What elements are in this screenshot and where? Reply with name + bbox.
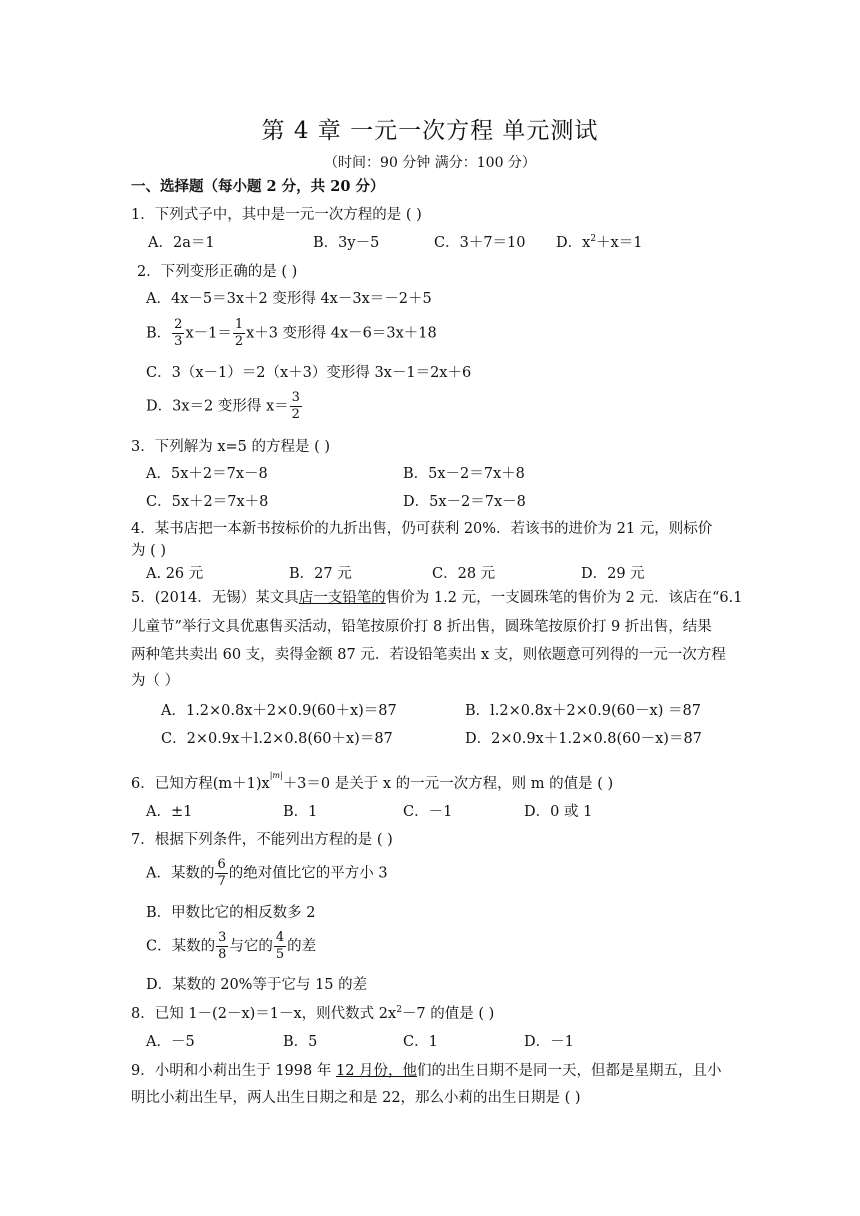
question-1-option-a: A．2a＝1	[148, 235, 215, 251]
question-8-option-b: B．5	[283, 1034, 318, 1050]
document-subtitle: （时间：90 分钟 满分：100 分）	[324, 155, 536, 171]
question-2-option-b: B． $\frac{2}{3}$ x－1＝ $\frac{1}{2}$ x＋3 变形得 4x－6＝3x＋18	[146, 317, 437, 349]
question-3-option-a: A．5x＋2＝7x－8	[146, 466, 268, 482]
question-4-option-c: C．28 元	[432, 566, 496, 582]
question-7-option-b: B．甲数比它的相反数多 2	[146, 905, 316, 921]
question-2-option-d: D．3x＝2 变形得 x＝ $\frac{3}{2}$	[146, 390, 300, 422]
question-3-option-b: B．5x－2＝7x＋8	[403, 466, 525, 482]
fraction: $\frac{6}{7}$	[217, 857, 226, 889]
fraction: $\frac{1}{2}$	[234, 317, 244, 349]
question-8-stem: 8．已知 1－(2－x)＝1－x，则代数式 $2x^2-7$ 的值是 ( )	[131, 1005, 495, 1022]
fraction: $\frac{2}{3}$	[174, 317, 183, 349]
question-4-stem-line1: 4．某书店把一本新书按标价的九折出售，仍可获利 20%．若该书的进价为 21 元，则标价	[131, 521, 713, 537]
question-7-option-c: C．某数的 $\frac{3}{8}$ 与它的 $\frac{4}{5}$ 的差	[146, 930, 317, 962]
question-6-option-c: C．－1	[403, 804, 453, 820]
question-4-option-a: A. 26 元	[146, 566, 204, 582]
question-8-option-a: A．－5	[146, 1034, 195, 1050]
question-1-option-b: B．3y－5	[313, 235, 380, 251]
question-3-option-d: D．5x－2＝7x－8	[403, 494, 526, 510]
question-7-stem: 7．根据下列条件，不能列出方程的是 ( )	[131, 832, 393, 848]
question-2-option-a: A．4x－5＝3x＋2 变形得 4x－3x＝－2＋5	[146, 291, 432, 307]
question-4-stem-line2: 为 ( )	[131, 543, 167, 559]
question-1-stem: 1．下列式子中，其中是一元一次方程的是 ( )	[131, 207, 422, 223]
question-5-stem-line3: 两种笔共卖出 60 支，卖得金额 87 元．若设铅笔卖出 x 支，则依题意可列得的一元一次方程	[131, 647, 726, 663]
question-8-option-c: C．1	[403, 1034, 438, 1050]
question-5-stem-line1: 5．(2014．无锡）某文具店一支铅笔的售价为 1.2 元，一支圆珠笔的售价为 2 元．该店在“6.1	[131, 590, 743, 606]
section-heading: 一、选择题（每小题 2 分，共 20 分）	[131, 178, 385, 195]
fraction: $\frac{3}{8}$	[218, 930, 227, 962]
question-8-option-d: D．－1	[524, 1034, 574, 1050]
question-9-stem-line2: 明比小莉出生早，两人出生日期之和是 22，那么小莉的出生日期是 ( )	[131, 1090, 581, 1106]
question-3-option-c: C．5x＋2＝7x＋8	[146, 494, 269, 510]
question-3-stem: 3．下列解为 x=5 的方程是 ( )	[131, 439, 331, 455]
question-2-option-c: C．3（x－1）＝2（x＋3）变形得 3x－1＝2x＋6	[146, 365, 472, 381]
question-7-option-d: D．某数的 20%等于它与 15 的差	[146, 977, 368, 993]
question-9-stem-line1: 9．小明和小莉出生于 1998 年 12 月份，他们的出生日期不是同一天，但都是星期五，且小	[131, 1063, 722, 1079]
question-5-option-b: B．l.2×0.8x＋2×0.9(60－x) ＝87	[465, 703, 701, 719]
question-5-option-a: A．1.2×0.8x＋2×0.9(60＋x)＝87	[161, 703, 397, 719]
fraction: $\frac{3}{2}$	[291, 390, 300, 422]
question-1-option-c: C．3＋7＝10	[434, 235, 526, 251]
question-6-option-a: A．±1	[146, 804, 193, 820]
question-6-option-b: B．1	[283, 804, 318, 820]
question-5-option-d: D．2×0.9x＋1.2×0.8(60－x)＝87	[465, 731, 702, 747]
question-5-stem-line4: 为（ ）	[131, 673, 180, 689]
question-4-option-b: B．27 元	[289, 566, 352, 582]
question-2-stem: 2．下列变形正确的是 ( )	[137, 264, 298, 280]
question-6-stem: 6．已知方程$(m+1)x^{|m|}+3=0$ 是关于 x 的一元一次方程，则 m 的值是 ( )	[131, 771, 614, 792]
question-1-option-d: D．$x^2+x=1$	[556, 234, 643, 251]
question-4-option-d: D．29 元	[581, 566, 645, 582]
question-5-option-c: C．2×0.9x＋l.2×0.8(60＋x)＝87	[161, 731, 393, 747]
fraction: $\frac{4}{5}$	[275, 930, 285, 962]
question-5-stem-line2: 儿童节”举行文具优惠售买活动，铅笔按原价打 8 折出售，圆珠笔按原价打 9 折出售，结果	[131, 619, 712, 635]
question-7-option-a: A．某数的 $\frac{6}{7}$ 的绝对值比它的平方小 3	[146, 857, 388, 889]
document-title: 第 4 章 一元一次方程 单元测试	[261, 118, 599, 144]
question-6-option-d: D．0 或 1	[524, 804, 593, 820]
